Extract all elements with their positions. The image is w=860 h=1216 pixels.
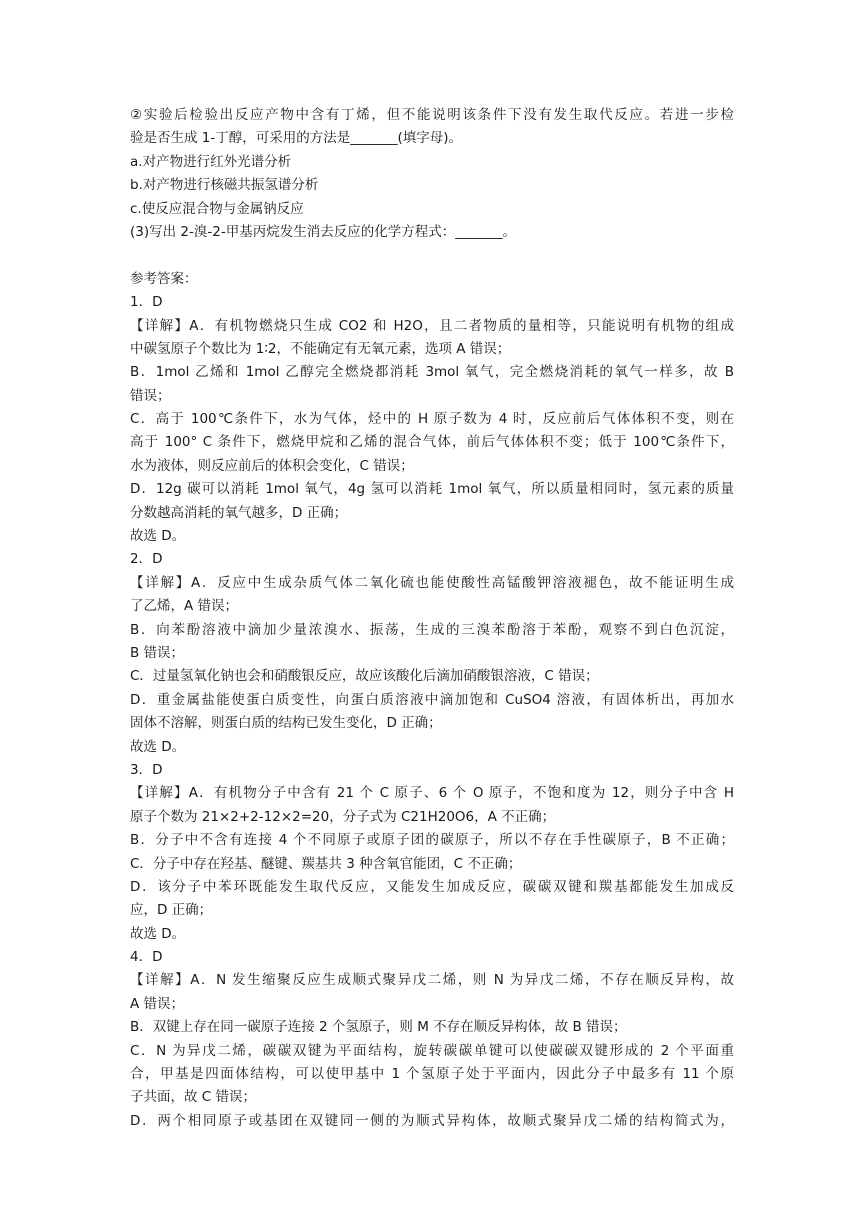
text-line: D．12g 碳可以消耗 1mol 氧气，4g 氢可以消耗 1mol 氧气，所以质量相同时，氢元素的质量 <box>130 481 734 498</box>
text-line: 2．D <box>130 551 163 568</box>
text-line: B．分子中不含有连接 4 个不同原子或原子团的碳原子，所以不存在手性碳原子，B 不正确； <box>130 832 734 849</box>
text-line: 高于 100° C 条件下，燃烧甲烷和乙烯的混合气体，前后气体体积不变；低于 100℃条件下， <box>130 434 734 451</box>
text-line: B．1mol 乙烯和 1mol 乙醇完全燃烧都消耗 3mol 氧气，完全燃烧消耗的氧气一样多，故 B <box>130 364 734 381</box>
text-line: B．双键上存在同一碳原子连接 2 个氢原子，则 M 不存在顺反异构体，故 B 错误； <box>130 1019 627 1036</box>
text-line: c.使反应混合物与金属钠反应 <box>130 200 304 217</box>
text-line: 错误； <box>130 387 171 404</box>
text-line: 参考答案： <box>130 270 198 287</box>
text-line: (3)写出 2-溴-2-甲基丙烷发生消去反应的化学方程式：_______。 <box>130 223 516 240</box>
text-line: B．向苯酚溶液中滴加少量浓溴水、振荡，生成的三溴苯酚溶于苯酚，观察不到白色沉淀， <box>130 621 734 638</box>
text-line: 分数越高消耗的氧气越多，D 正确； <box>130 504 348 521</box>
text-line: C．N 为异戊二烯，碳碳双键为平面结构，旋转碳碳单键可以使碳碳双键形成的 2 个平面重 <box>130 1042 734 1059</box>
text-line: 中碳氢原子个数比为 1∶2，不能确定有无氧元素，选项 A 错误； <box>130 340 511 357</box>
text-line: 原子个数为 21×2+2-12×2=20，分子式为 C21H20O6，A 不正确； <box>130 808 556 825</box>
text-line: C．分子中存在羟基、醚键、羰基共 3 种含氧官能团，C 不正确； <box>130 855 522 872</box>
text-line: 3．D <box>130 761 163 778</box>
text-line: D．两个相同原子或基团在双键同一侧的为顺式异构体，故顺式聚异戊二烯的结构简式为， <box>130 1112 734 1129</box>
text-line: 【详解】A．N 发生缩聚反应生成顺式聚异戊二烯，则 N 为异戊二烯，不存在顺反异构，故 <box>130 972 734 989</box>
text-line: 了乙烯，A 错误； <box>130 598 239 615</box>
text-line: 固体不溶解，则蛋白质的结构已发生变化，D 正确； <box>130 715 442 732</box>
text-line: 1．D <box>130 294 163 311</box>
text-line: 子共面，故 C 错误； <box>130 1089 257 1106</box>
blank-line <box>130 244 734 267</box>
text-line: 故选 D。 <box>130 925 186 942</box>
text-line: 4．D <box>130 949 163 966</box>
text-line: C．高于 100℃条件下，水为气体，烃中的 H 原子数为 4 时，反应前后气体体积不变，则在 <box>130 411 734 428</box>
text-line: 合，甲基是四面体结构，可以使甲基中 1 个氢原子处于平面内，因此分子中最多有 11 个原 <box>130 1066 734 1083</box>
text-line: b.对产物进行核磁共振氢谱分析 <box>130 177 319 194</box>
text-line: a.对产物进行红外光谱分析 <box>130 153 292 170</box>
text-line: D．该分子中苯环既能发生取代反应，又能发生加成反应，碳碳双键和羰基都能发生加成反 <box>130 878 734 895</box>
text-line: 【详解】A．有机物燃烧只生成 CO2 和 H2O，且二者物质的量相等，只能说明有机物的组成 <box>130 317 734 334</box>
text-line: 故选 D。 <box>130 738 186 755</box>
text-line: 【详解】A．反应中生成杂质气体二氧化硫也能使酸性高锰酸钾溶液褪色，故不能证明生成 <box>130 574 734 591</box>
text-line: 水为液体，则反应前后的体积会变化，C 错误； <box>130 457 414 474</box>
document-page <box>130 104 734 1133</box>
text-line: D．重金属盐能使蛋白质变性，向蛋白质溶液中滴加饱和 CuSO4 溶液，有固体析出，再加水 <box>130 691 734 708</box>
text-line: ②实验后检验出反应产物中含有丁烯，但不能说明该条件下没有发生取代反应。若进一步检 <box>130 107 734 123</box>
text-line: C．过量氢氧化钠也会和硝酸银反应，故应该酸化后滴加硝酸银溶液，C 错误； <box>130 668 599 685</box>
text-line: A 错误； <box>130 995 185 1012</box>
text-line: 验是否生成 1-丁醇，可采用的方法是_______(填字母)。 <box>130 130 463 147</box>
text-line: 应，D 正确； <box>130 902 213 919</box>
text-line: 故选 D。 <box>130 528 186 545</box>
text-line: B 错误； <box>130 644 185 661</box>
text-line: 【详解】A．有机物分子中含有 21 个 C 原子、6 个 O 原子，不饱和度为 12，则分子中含 H <box>130 785 734 802</box>
